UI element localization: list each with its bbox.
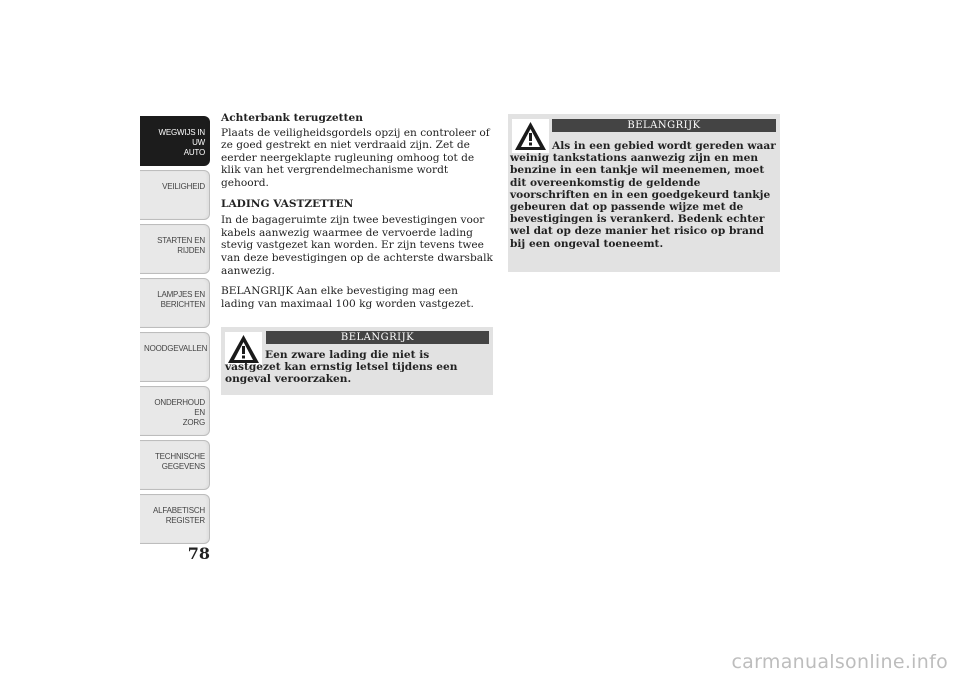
paragraph-seatbelt: Plaats de veiligheidsgordels opzij en controleer of ze goed gestrekt en niet verdraaid zijn. Zet de eerder neergeklapte rugleuning omhoog tot de klik van het vergrendelmechanisme wordt gehoord. (221, 126, 490, 189)
main-text-column (221, 112, 493, 318)
tab-alfabetisch-register[interactable]: ALFABETISCH REGISTER (140, 494, 210, 544)
tab-noodgevallen[interactable]: NOODGEVALLEN (140, 332, 210, 382)
warning-header: BELANGRIJK (266, 331, 489, 344)
tab-starten-en-rijden[interactable]: STARTEN EN RIJDEN (140, 224, 210, 274)
tab-onderhoud-en-zorg[interactable]: ONDERHOUD EN ZORG (140, 386, 210, 436)
warning-text: Een zware lading die niet is vastgezet kan ernstig letsel tijdens een ongeval veroorzaken. (225, 349, 458, 386)
tab-lampjes-en-berichten[interactable]: LAMPJES EN BERICHTEN (140, 278, 210, 328)
tab-veiligheid[interactable]: VEILIGHEID (140, 170, 210, 220)
paragraph-max-load: BELANGRIJK Aan elke bevestiging mag een lading van maximaal 100 kg worden vastgezet. (221, 285, 474, 310)
subheading: Achterbank terugzetten (221, 112, 363, 124)
warning-text: Als in een gebied wordt gereden waar weinig tankstations aanwezig zijn en men benzine in een tankje wil meenemen, moet dit overeenkomstig de geldende voorschriften en in een goedgekeurd tankje gebeuren dat op passende wijze met de bevestigingen is verankerd. Bedenk echter wel dat op deze manier het risico op brand bij een ongeval toeneemt. (510, 140, 776, 250)
warning-box-fuel (508, 114, 780, 272)
tab-wegwijs-in-uw-auto[interactable]: WEGWIJS IN UW AUTO (140, 116, 210, 166)
warning-box-load (221, 327, 493, 395)
tab-technische-gegevens[interactable]: TECHNISCHE GEGEVENS (140, 440, 210, 490)
page-number: 78 (187, 544, 210, 563)
paragraph-fixings: In de bagageruimte zijn twee bevestigingen voor kabels aanwezig waarmee de vervoerde lading stevig vastgezet kan worden. Er zijn tevens twee van deze bevestigingen op de achterste dwarsbalk aanwezig. (221, 214, 493, 277)
section-title: LADING VASTZETTEN (221, 197, 354, 210)
site-watermark: carmanualsonline.info (731, 651, 948, 673)
warning-header: BELANGRIJK (552, 119, 776, 132)
